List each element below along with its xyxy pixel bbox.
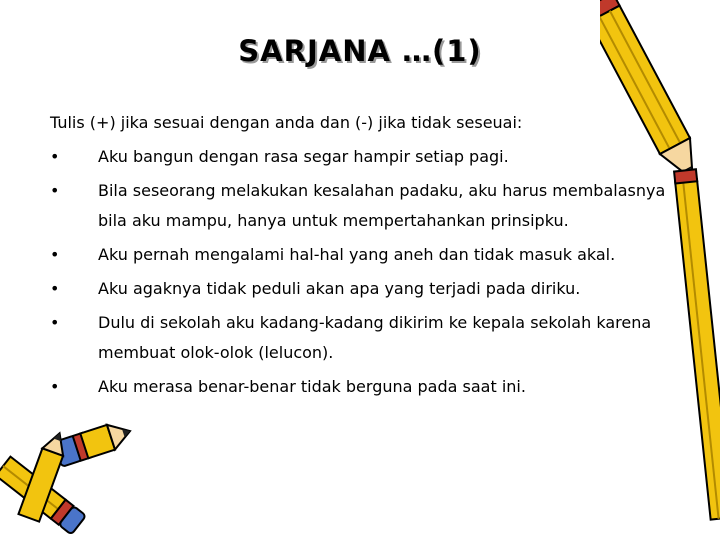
bullet-marker: • bbox=[50, 181, 60, 200]
list-item bbox=[50, 274, 690, 304]
list-item-text: Dulu di sekolah aku kadang-kadang dikirim ke kepala sekolah karena membuat olok-olok (lelucon). bbox=[98, 313, 652, 362]
slide-title: SARJANA …(1) bbox=[238, 34, 482, 68]
slide-body bbox=[50, 108, 690, 406]
list-item-text: Aku agaknya tidak peduli akan apa yang terjadi pada diriku. bbox=[98, 279, 581, 298]
intro-text: Tulis (+) jika sesuai dengan anda dan (-) jika tidak seseuai: bbox=[50, 113, 523, 132]
list-item bbox=[50, 176, 690, 236]
list-item-text: Aku pernah mengalami hal-hal yang aneh dan tidak masuk akal. bbox=[98, 245, 616, 264]
bullet-marker: • bbox=[50, 147, 60, 166]
list-item bbox=[50, 142, 690, 172]
list-item-text: Aku bangun dengan rasa segar hampir setiap pagi. bbox=[98, 147, 509, 166]
bullet-marker: • bbox=[50, 245, 60, 264]
list-item bbox=[50, 372, 690, 402]
list-item bbox=[50, 240, 690, 270]
pencil-icon bbox=[600, 0, 720, 540]
bullet-list bbox=[50, 142, 690, 402]
list-item-text: Bila seseorang melakukan kesalahan padaku, aku harus membalasnya bila aku mampu, hanya untuk mempertahankan prinsipku. bbox=[98, 181, 666, 230]
list-item-text: Aku merasa benar-benar tidak berguna pada saat ini. bbox=[98, 377, 526, 396]
list-item bbox=[50, 308, 690, 368]
pencil-icon bbox=[0, 420, 140, 540]
bullet-marker: • bbox=[50, 313, 60, 332]
bullet-marker: • bbox=[50, 279, 60, 298]
bullet-marker: • bbox=[50, 377, 60, 396]
